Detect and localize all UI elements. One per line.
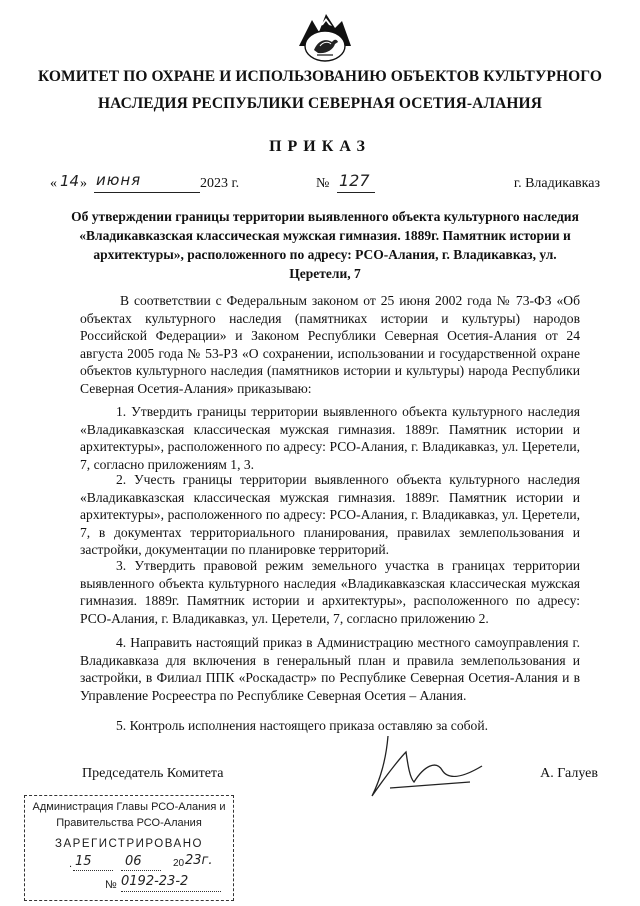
- date-day: 14: [60, 172, 80, 190]
- date-quote-close: »: [80, 176, 87, 191]
- stamp-number-line: [121, 891, 221, 892]
- stamp-date: [69, 853, 229, 876]
- stamp-date-year-suffix: 23г.: [185, 853, 213, 868]
- signatory-title: Председатель Комитета: [82, 766, 224, 781]
- stamp-date-day: 15: [75, 854, 92, 869]
- date-underline: [94, 192, 200, 193]
- stamp-date-month-line: [121, 870, 161, 871]
- order-item-4: 4. Направить настоящий приказ в Администрацию местного самоуправления г. Владикавказа для включения в генеральный план и правила землепользования и застройки, в Филиал ППК «Роскадастр» по Республике Северная Осетия-Алания и в Управление Росреестра по Республике Северная Осетия – Алания.: [80, 635, 580, 703]
- date-quote-open: «: [50, 176, 57, 191]
- order-title: Об утверждении границы территории выявленного объекта культурного наследия «Владикавказская классическая мужская гимназия. 1889г. Памятник истории и архитектуры», расположенного по адресу: РСО-Алания, г. Владикавказ, ул. Церетели, 7: [71, 209, 579, 281]
- preamble-paragraph: В соответствии с Федеральным законом от 25 июня 2002 года № 73-ФЗ «Об объектах культурного наследия (памятниках истории и культуры) народов Российской Федерации» и Законом Республики Северная Осетия-Алания от 24 августа 2005 года № 53-РЗ «О сохранении, использовании и государственной охране объектов культурного наследия (памятников истории и культуры) народа Республики Северная Осетия-Алания» приказываю:: [80, 293, 580, 396]
- date-number-line: [50, 171, 600, 196]
- coat-of-arms-icon: [296, 6, 354, 64]
- handwritten-signature: [350, 730, 500, 810]
- stamp-date-day-line: [73, 870, 113, 871]
- stamp-authority-line2: Правительства РСО-Алания: [56, 817, 202, 829]
- org-name-line2: НАСЛЕДИЯ РЕСПУБЛИКИ СЕВЕРНАЯ ОСЕТИЯ-АЛАНИЯ: [98, 95, 542, 112]
- order-item-2: 2. Учесть границы территории выявленного объекта культурного наследия «Владикавказская классическая мужская гимназия. 1889г. Памятник истории и архитектуры», расположенного по адресу: РСО-Алания, г. Владикавказ, ул. Церетели, 7, в документах территориального планирования, правилах землепользования и застройки, документации по планировке территорий.: [80, 472, 580, 558]
- stamp-number-label: №: [105, 879, 117, 891]
- stamp-registered-label: ЗАРЕГИСТРИРОВАНО: [55, 838, 203, 850]
- signatory-name: А. Галуев: [540, 766, 598, 781]
- stamp-number: [105, 876, 235, 896]
- order-number-underline: [337, 192, 375, 193]
- order-item-1: 1. Утвердить границы территории выявленного объекта культурного наследия «Владикавказская классическая мужская гимназия. 1889г. Памятник истории и архитектуры», расположенного по адресу: РСО-Алания, г. Владикавказ, ул. Церетели, 7, согласно приложениям 1, 3.: [80, 404, 580, 472]
- date-month: июня: [96, 171, 142, 189]
- document-type-heading: ПРИКАЗ: [269, 138, 371, 155]
- registration-stamp: [24, 795, 234, 901]
- date-year: 2023 г.: [200, 176, 240, 191]
- org-name-line1: КОМИТЕТ ПО ОХРАНЕ И ИСПОЛЬЗОВАНИЮ ОБЪЕКТОВ КУЛЬТУРНОГО: [37, 68, 603, 85]
- stamp-number-value: 0192-23-2: [121, 874, 189, 889]
- stamp-date-year-prefix: 20: [173, 858, 185, 869]
- city-name: г. Владикавказ: [513, 176, 600, 191]
- stamp-authority-line1: Администрация Главы РСО-Алания и: [32, 801, 226, 813]
- order-number-value: 127: [339, 171, 370, 190]
- stamp-date-month: 06: [125, 854, 142, 869]
- order-item-3: 3. Утвердить правовой режим земельного участка в границах территории выявленного объекта культурного наследия «Владикавказская классическая мужская гимназия. 1889г. Памятник истории и архитектуры», расположенного по адресу: РСО-Алания, г. Владикавказ, ул. Церетели, 7, согласно приложению 2.: [80, 558, 580, 626]
- order-item-5: 5. Контроль исполнения настоящего приказа оставляю за собой.: [116, 718, 489, 733]
- stamp-date-dot: .: [69, 858, 73, 870]
- order-number-label: №: [316, 176, 330, 191]
